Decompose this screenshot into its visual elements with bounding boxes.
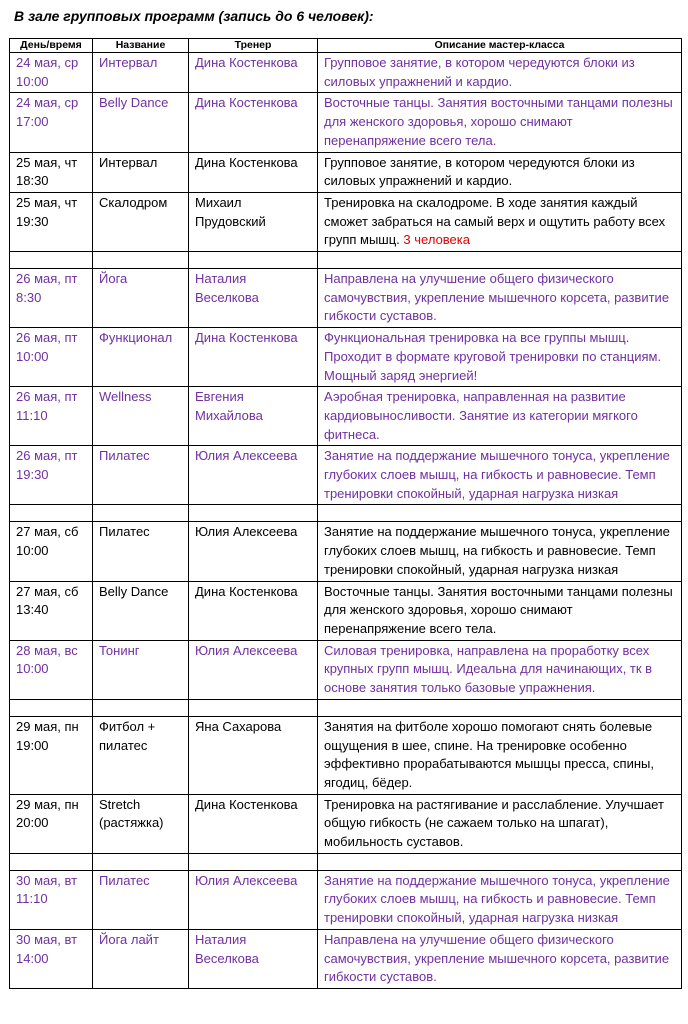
cell-description: Занятия на фитболе хорошо помогают снять болевые ощущения в шее, спине. На тренировке особенно эффективно прорабатываются мышцы пресса, спины, ягодиц, бёдер.	[318, 716, 682, 794]
cell-trainer: Евгения Михайлова	[189, 387, 318, 446]
day-text: 27 мая, сб	[16, 524, 79, 540]
cell-day-time	[10, 640, 93, 699]
cell-description: Функциональная тренировка на все группы мышц. Проходит в формате круговой тренировки по станциям. Мощный заряд энергией!	[318, 328, 682, 387]
table-row	[10, 716, 682, 794]
cell-trainer: Юлия Алексеева	[189, 446, 318, 505]
cell-day-time	[10, 93, 93, 152]
cell-name: Интервал	[93, 53, 189, 93]
table-row	[10, 152, 682, 192]
table-row	[10, 387, 682, 446]
time-text: 10:00	[16, 661, 49, 677]
table-row	[10, 929, 682, 988]
time-text: 11:10	[16, 891, 48, 907]
cell-name: Йога	[93, 269, 189, 328]
description-text: Тренировка на скалодроме. В ходе занятия каждый сможет забраться на самый верх и ощутить работу всех групп мышц.	[324, 194, 666, 248]
cell-name: Йога лайт	[93, 929, 189, 988]
cell-trainer: Яна Сахарова	[189, 716, 318, 794]
table-row	[10, 269, 682, 328]
cell-name: Stretch (растяжка)	[93, 794, 189, 853]
cell-trainer: Наталия Веселкова	[189, 269, 318, 328]
table-row	[10, 53, 682, 93]
day-text: 24 мая, ср	[16, 95, 79, 111]
time-text: 10:00	[16, 73, 49, 89]
time-text: 17:00	[16, 114, 49, 130]
cell-description	[318, 192, 682, 251]
spacer-row	[10, 505, 682, 522]
cell-description: Аэробная тренировка, направленная на развитие кардиовыносливости. Занятие из категории мягкого фитнеса.	[318, 387, 682, 446]
cell-day-time	[10, 328, 93, 387]
cell-trainer: Дина Костенкова	[189, 581, 318, 640]
day-text: 29 мая, пн	[16, 718, 79, 734]
time-text: 10:00	[16, 543, 49, 559]
cell-day-time	[10, 152, 93, 192]
cell-name: Пилатес	[93, 870, 189, 929]
cell-trainer: Михаил Прудовский	[189, 192, 318, 251]
table-row	[10, 446, 682, 505]
day-text: 26 мая, пт	[16, 330, 78, 346]
table-row	[10, 870, 682, 929]
day-text: 30 мая, вт	[16, 872, 78, 888]
cell-name: Тонинг	[93, 640, 189, 699]
cell-day-time	[10, 269, 93, 328]
cell-description: Восточные танцы. Занятия восточными танцами полезны для женского здоровья, хорошо снимают перенапряжение всего тела.	[318, 93, 682, 152]
time-text: 10:00	[16, 348, 49, 364]
day-text: 26 мая, пт	[16, 271, 78, 287]
cell-description: Направлена на улучшение общего физического самочувствия, укрепление мышечного корсета, развитие гибкости суставов.	[318, 929, 682, 988]
time-text: 19:00	[16, 737, 49, 753]
cell-description: Тренировка на растягивание и расслабление. Улучшает общую гибкость (не сажаем только на шпагат), мобильность суставов.	[318, 794, 682, 853]
time-text: 18:30	[16, 173, 49, 189]
cell-day-time	[10, 716, 93, 794]
cell-name: Belly Dance	[93, 93, 189, 152]
cell-trainer: Дина Костенкова	[189, 93, 318, 152]
day-text: 25 мая, чт	[16, 154, 78, 170]
spacer-row	[10, 252, 682, 269]
cell-trainer: Юлия Алексеева	[189, 870, 318, 929]
table-row	[10, 640, 682, 699]
day-text: 28 мая, вс	[16, 642, 78, 658]
cell-day-time	[10, 581, 93, 640]
column-header-trainer: Тренер	[189, 39, 318, 53]
cell-day-time	[10, 794, 93, 853]
cell-name: Фитбол + пилатес	[93, 716, 189, 794]
column-header-description: Описание мастер-класса	[318, 39, 682, 53]
column-header-name: Название	[93, 39, 189, 53]
cell-trainer: Дина Костенкова	[189, 152, 318, 192]
time-text: 13:40	[16, 602, 49, 618]
cell-day-time	[10, 387, 93, 446]
cell-trainer: Юлия Алексеева	[189, 640, 318, 699]
day-text: 24 мая, ср	[16, 55, 79, 70]
day-text: 27 мая, сб	[16, 583, 79, 599]
cell-name: Скалодром	[93, 192, 189, 251]
day-text: 25 мая, чт	[16, 194, 78, 210]
cell-description: Восточные танцы. Занятия восточными танцами полезны для женского здоровья, хорошо снимают перенапряжение всего тела.	[318, 581, 682, 640]
cell-name: Belly Dance	[93, 581, 189, 640]
table-row	[10, 794, 682, 853]
time-text: 19:30	[16, 213, 49, 229]
table-row	[10, 93, 682, 152]
cell-name: Интервал	[93, 152, 189, 192]
cell-description: Направлена на улучшение общего физического самочувствия, укрепление мышечного корсета, развитие гибкости суставов.	[318, 269, 682, 328]
day-text: 26 мая, пт	[16, 448, 78, 464]
cell-name: Пилатес	[93, 522, 189, 581]
cell-trainer: Дина Костенкова	[189, 53, 318, 93]
cell-trainer: Дина Костенкова	[189, 328, 318, 387]
table-row	[10, 522, 682, 581]
time-text: 19:30	[16, 467, 49, 483]
cell-day-time	[10, 446, 93, 505]
spacer-row	[10, 699, 682, 716]
cell-day-time	[10, 870, 93, 929]
cell-name: Пилатес	[93, 446, 189, 505]
cell-day-time	[10, 929, 93, 988]
cell-trainer: Юлия Алексеева	[189, 522, 318, 581]
time-text: 14:00	[16, 950, 49, 966]
day-text: 26 мая, пт	[16, 389, 78, 405]
spacer-row	[10, 853, 682, 870]
cell-description: Групповое занятие, в котором чередуются блоки из силовых упражнений и кардио.	[318, 53, 682, 93]
time-text: 20:00	[16, 815, 49, 831]
section-heading: В зале групповых программ (запись до 6 человек):	[14, 8, 374, 24]
capacity-note: 3 человека	[403, 232, 470, 248]
day-text: 29 мая, пн	[16, 796, 79, 812]
cell-day-time	[10, 522, 93, 581]
table-row	[10, 328, 682, 387]
cell-description: Групповое занятие, в котором чередуются блоки из силовых упражнений и кардио.	[318, 152, 682, 192]
time-text: 11:10	[16, 407, 48, 423]
table-row	[10, 192, 682, 251]
cell-name: Функционал	[93, 328, 189, 387]
cell-name: Wellness	[93, 387, 189, 446]
schedule-table	[9, 38, 682, 989]
time-text: 8:30	[16, 289, 42, 305]
cell-trainer: Дина Костенкова	[189, 794, 318, 853]
cell-description: Силовая тренировка, направлена на проработку всех крупных групп мышц. Идеальна для начинающих, тк в основе занятия только базовые упражнения.	[318, 640, 682, 699]
cell-description: Занятие на поддержание мышечного тонуса, укрепление глубоких слоев мышц, на гибкость и равновесие. Темп тренировки спокойный, ударная нагрузка низкая	[318, 446, 682, 505]
table-row	[10, 581, 682, 640]
table-header-row	[10, 39, 682, 53]
cell-description: Занятие на поддержание мышечного тонуса, укрепление глубоких слоев мышц, на гибкость и равновесие. Темп тренировки спокойный, ударная нагрузка низкая	[318, 870, 682, 929]
day-text: 30 мая, вт	[16, 931, 78, 947]
column-header-day-time: День/время	[10, 39, 93, 53]
cell-description: Занятие на поддержание мышечного тонуса, укрепление глубоких слоев мышц, на гибкость и равновесие. Темп тренировки спокойный, ударная нагрузка низкая	[318, 522, 682, 581]
cell-day-time	[10, 192, 93, 251]
cell-day-time	[10, 53, 93, 93]
cell-trainer: Наталия Веселкова	[189, 929, 318, 988]
